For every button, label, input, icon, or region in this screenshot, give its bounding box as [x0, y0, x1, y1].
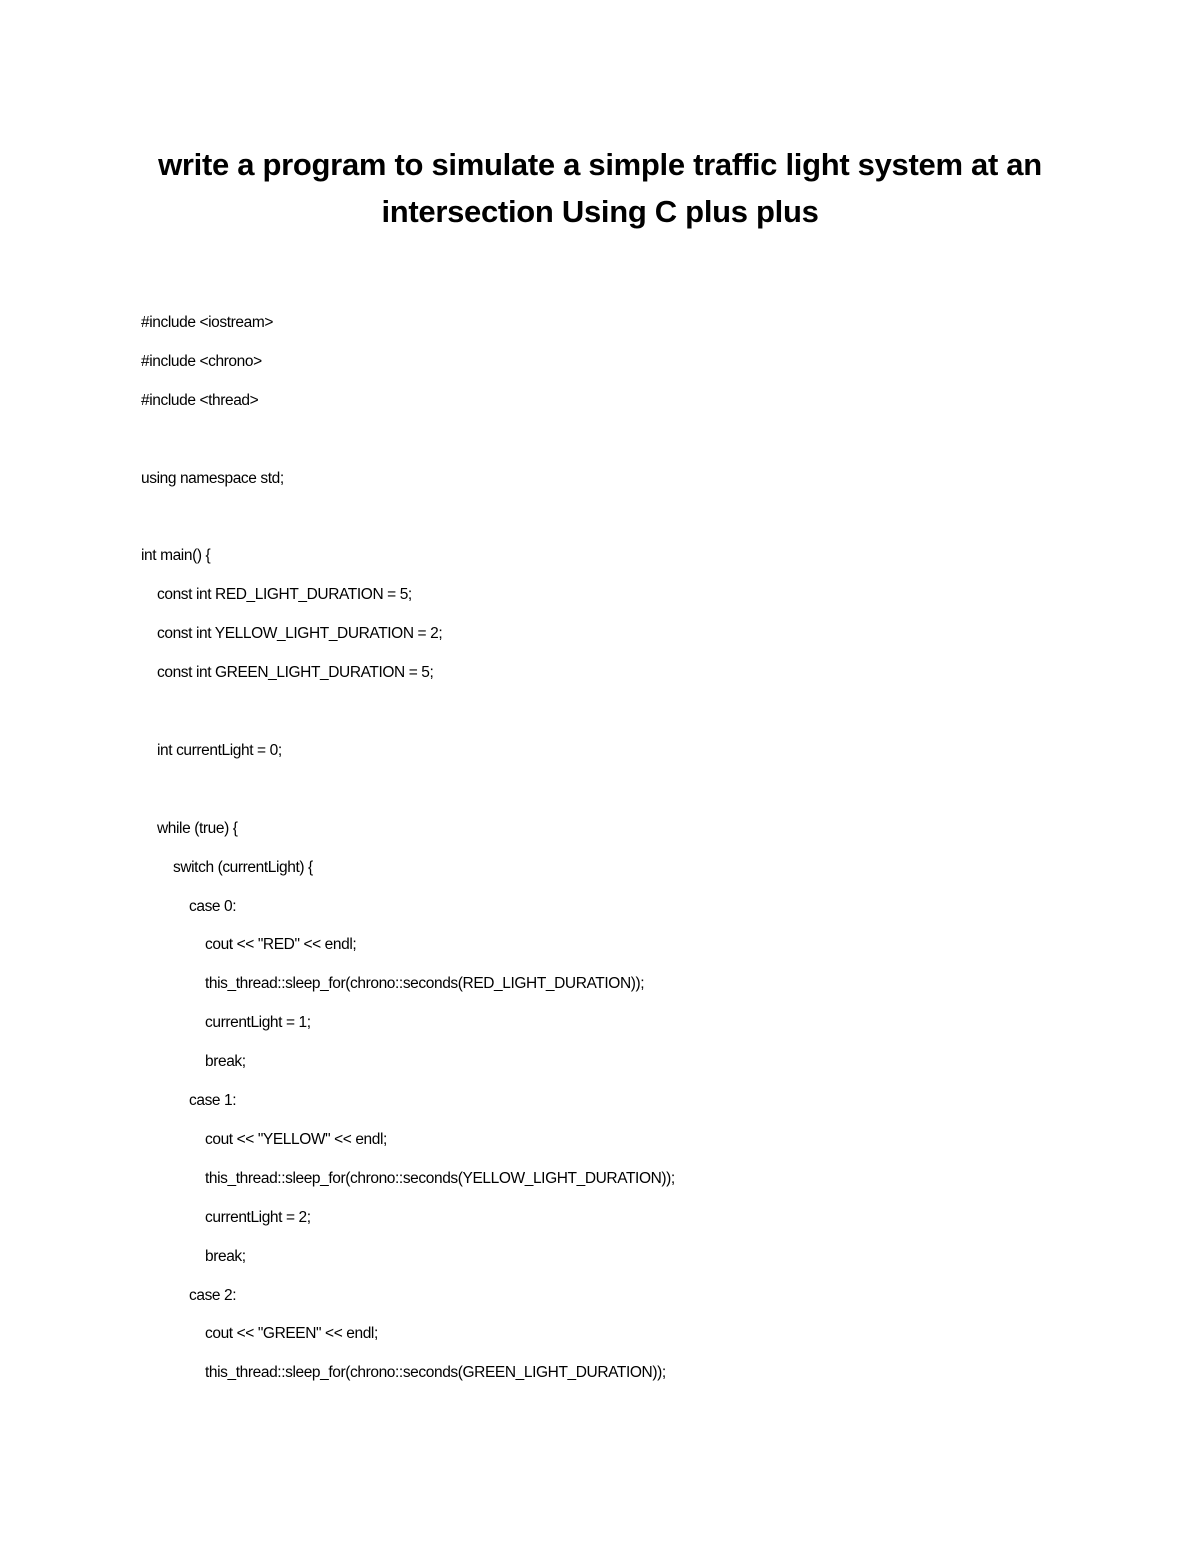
code-line: break;	[205, 1053, 246, 1071]
code-line: break;	[205, 1247, 246, 1265]
code-line: while (true) {	[157, 819, 238, 837]
code-line: #include <chrono>	[141, 352, 262, 370]
code-line: int currentLight = 0;	[157, 741, 282, 759]
code-line: #include <iostream>	[141, 314, 273, 331]
code-line: using namespace std;	[141, 469, 284, 487]
code-line: #include <thread>	[141, 391, 259, 409]
code-line: case 0:	[189, 897, 237, 915]
code-line: int main() {	[141, 547, 211, 565]
code-line: this_thread::sleep_for(chrono::seconds(RED_LIGHT_DURATION));	[205, 975, 645, 993]
title-line-1: write a program to simulate a simple traffic light system at an	[158, 147, 1042, 182]
code-line: const int YELLOW_LIGHT_DURATION = 2;	[157, 625, 443, 643]
code-line: this_thread::sleep_for(chrono::seconds(GREEN_LIGHT_DURATION));	[205, 1364, 666, 1382]
code-line: cout << "GREEN" << endl;	[205, 1325, 378, 1343]
code-line: currentLight = 2;	[205, 1208, 311, 1226]
code-listing	[141, 0, 1121, 1553]
code-line: currentLight = 1;	[205, 1014, 311, 1032]
code-line: const int RED_LIGHT_DURATION = 5;	[157, 586, 412, 604]
code-line: switch (currentLight) {	[173, 858, 313, 876]
code-line: this_thread::sleep_for(chrono::seconds(YELLOW_LIGHT_DURATION));	[205, 1169, 675, 1187]
code-line: const int GREEN_LIGHT_DURATION = 5;	[157, 664, 434, 682]
code-line: cout << "YELLOW" << endl;	[205, 1130, 387, 1148]
code-line: case 2:	[189, 1286, 237, 1304]
title-line-2: intersection Using C plus plus	[381, 194, 819, 229]
code-line: case 1:	[189, 1092, 237, 1109]
code-line: cout << "RED" << endl;	[205, 936, 357, 954]
